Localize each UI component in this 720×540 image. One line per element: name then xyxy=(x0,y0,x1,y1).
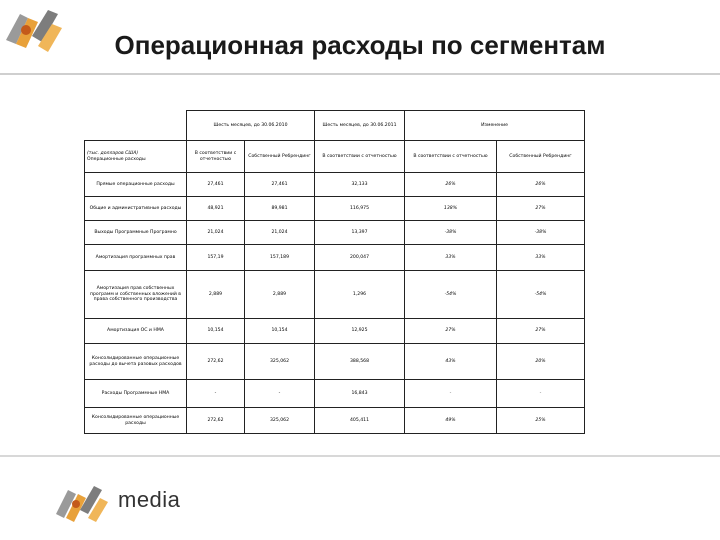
cell-value: 21,024 xyxy=(245,221,315,245)
group-header-change: Изменение xyxy=(405,111,585,141)
cell-value: - xyxy=(497,380,585,408)
row-label: Консолидированные операционные расходы xyxy=(85,408,187,434)
cell-value: 33% xyxy=(405,245,497,271)
cell-value: 2,889 xyxy=(187,271,245,319)
sub-header-row xyxy=(85,141,585,173)
cell-value: 200,047 xyxy=(315,245,405,271)
group-header-2011: Шесть месяцев, до 30.06.2011 xyxy=(315,111,405,141)
cell-value: 272,62 xyxy=(187,408,245,434)
cell-value: 27,461 xyxy=(245,173,315,197)
table-row xyxy=(85,408,585,434)
cell-value: -54% xyxy=(405,271,497,319)
cell-value: 405,411 xyxy=(315,408,405,434)
row-label: Выходы Программные Програмно xyxy=(85,221,187,245)
cell-value: 21,024 xyxy=(187,221,245,245)
cell-value: 49% xyxy=(405,408,497,434)
cell-value: 13,397 xyxy=(315,221,405,245)
cell-value: 26% xyxy=(497,173,585,197)
cell-value: 27% xyxy=(497,319,585,344)
cell-value: 25% xyxy=(497,408,585,434)
cell-value: 27% xyxy=(405,319,497,344)
cell-value: 16,843 xyxy=(315,380,405,408)
row-label: Амортизация программных прав xyxy=(85,245,187,271)
sub-header-rebrand-change: Собственный Ребрендинг xyxy=(497,141,585,173)
cell-value: 27% xyxy=(497,197,585,221)
cell-value: 325,062 xyxy=(245,344,315,380)
section-label: Операционные расходы xyxy=(87,156,146,162)
row-label: Амортизация прав собственных программ и собственных вложений в права собственного производства xyxy=(85,271,187,319)
cell-value: 10,154 xyxy=(187,319,245,344)
group-header-row xyxy=(85,111,585,141)
company-logo-icon xyxy=(50,480,122,522)
cell-value: 325,062 xyxy=(245,408,315,434)
cell-value: 12,925 xyxy=(315,319,405,344)
sub-header-reported-2011: В соответствии с отчетностью xyxy=(315,141,405,173)
cell-value: -38% xyxy=(405,221,497,245)
sub-header-rebrand-2010: Собственный Ребрендинг xyxy=(245,141,315,173)
row-label: Прямые операционные расходы xyxy=(85,173,187,197)
units-header-cell xyxy=(85,141,187,173)
cell-value: 272,62 xyxy=(187,344,245,380)
sub-header-reported-2010: В соответствии с отчетностью xyxy=(187,141,245,173)
cell-value: 1,296 xyxy=(315,271,405,319)
group-header-2010: Шесть месяцев, до 30.06.2010 xyxy=(187,111,315,141)
table-row xyxy=(85,271,585,319)
table-row xyxy=(85,173,585,197)
table-row xyxy=(85,221,585,245)
cell-value: 32,133 xyxy=(315,173,405,197)
table-row xyxy=(85,344,585,380)
title-divider xyxy=(0,73,720,75)
cell-value: 26% xyxy=(405,173,497,197)
cell-value: 20% xyxy=(497,344,585,380)
cell-value: - xyxy=(187,380,245,408)
page-title: Операционная расходы по сегментам xyxy=(114,30,606,60)
table-row xyxy=(85,319,585,344)
cell-value: -38% xyxy=(497,221,585,245)
cell-value: - xyxy=(405,380,497,408)
cell-value: -54% xyxy=(497,271,585,319)
cell-value: 10,154 xyxy=(245,319,315,344)
table-row xyxy=(85,245,585,271)
table-row xyxy=(85,197,585,221)
cell-value: 89,981 xyxy=(245,197,315,221)
cell-value: 388,568 xyxy=(315,344,405,380)
cell-value: 48,921 xyxy=(187,197,245,221)
brand-wordmark: media xyxy=(118,487,181,512)
cell-value: - xyxy=(245,380,315,408)
row-label: Расходы Программные НМА xyxy=(85,380,187,408)
cell-value: 43% xyxy=(405,344,497,380)
empty-corner-cell xyxy=(85,111,187,141)
row-label: Консолидированные операционные расходы до вычета разовых расходов xyxy=(85,344,187,380)
sub-header-reported-change: В соответствии с отчетностью xyxy=(405,141,497,173)
cell-value: 2,889 xyxy=(245,271,315,319)
cell-value: 157,19 xyxy=(187,245,245,271)
cell-value: 138% xyxy=(405,197,497,221)
segment-expenses-table xyxy=(84,110,584,434)
row-label: Амортизация ОС и НМА xyxy=(85,319,187,344)
row-label: Общие и административные расходы xyxy=(85,197,187,221)
cell-value: 27,461 xyxy=(187,173,245,197)
cell-value: 116,975 xyxy=(315,197,405,221)
cell-value: 157,189 xyxy=(245,245,315,271)
cell-value: 33% xyxy=(497,245,585,271)
table-row xyxy=(85,380,585,408)
units-label: (тыс. долларов США) xyxy=(87,150,139,156)
footer-divider xyxy=(0,455,720,457)
